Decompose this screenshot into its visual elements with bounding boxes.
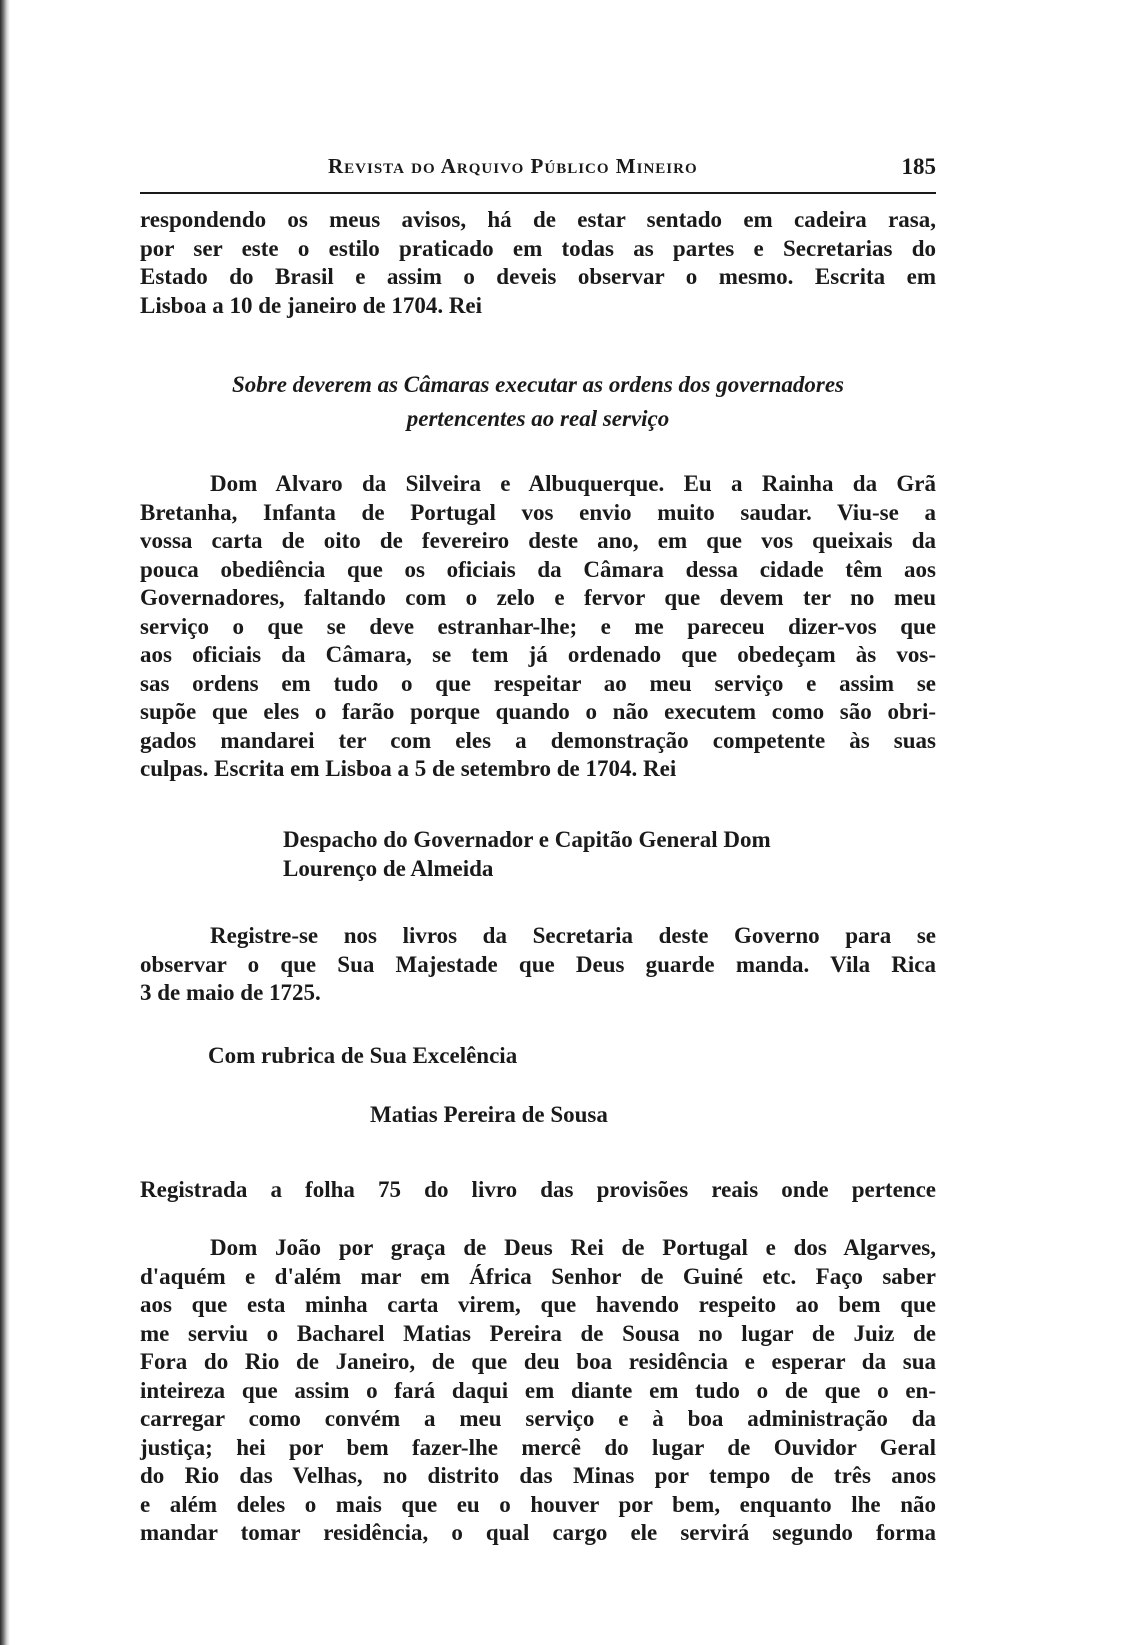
rubrica-line xyxy=(208,1042,708,1071)
text-line: Bretanha, Infanta de Portugal vos envio muito saudar. Viu-se a xyxy=(140,499,936,525)
text-line: respondendo os meus avisos, há de estar sentado em cadeira rasa, xyxy=(140,207,936,232)
text-line: Registre-se nos livros da Secretaria deste Governo para se xyxy=(210,923,936,948)
text-line: pouca obediência que os oficiais da Câmara dessa cidade têm aos xyxy=(140,556,936,582)
text-line: Lourenço de Almeida xyxy=(283,855,494,881)
text-line: supõe que eles o farão porque quando o não executem como são obri- xyxy=(140,699,936,724)
signature-line xyxy=(370,1101,770,1130)
text-line: sas ordens em tudo o que respeitar ao meu serviço e assim se xyxy=(140,670,936,696)
text-line: inteireza que assim o fará daqui em diante em tudo o de que o en- xyxy=(140,1377,936,1403)
text-line: Estado do Brasil e assim o deveis observar o mesmo. Escrita em xyxy=(140,264,936,289)
royal-letter-paragraph xyxy=(140,470,936,784)
text-line: vossa carta de oito de fevereiro deste ano, em que vos queixais da xyxy=(140,528,936,553)
page-number: 185 xyxy=(901,154,936,179)
text-line: Dom Alvaro da Silveira e Albuquerque. Eu a Rainha da Grã xyxy=(210,471,936,496)
text-line: Despacho do Governador e Capitão General Dom xyxy=(283,827,771,852)
text-line: Registrada a folha 75 do livro das provisões reais onde pertence xyxy=(140,1177,936,1202)
royal-provision-paragraph xyxy=(140,1234,936,1548)
text-line: d'aquém e d'além mar em África Senhor de Guiné etc. Faço saber xyxy=(140,1263,936,1289)
heading-line: Sobre deverem as Câmaras executar as ordens dos governadores xyxy=(231,372,845,397)
section-heading xyxy=(140,368,936,436)
registration-note xyxy=(140,1176,936,1205)
running-header xyxy=(140,146,936,194)
text-line: Dom João por graça de Deus Rei de Portugal e dos Algarves, xyxy=(210,1235,936,1260)
text-line: gados mandarei ter com eles a demonstração competente às suas xyxy=(140,727,936,753)
text-line: aos que esta minha carta virem, que havendo respeito ao bem que xyxy=(140,1292,936,1317)
text-line: Matias Pereira de Sousa xyxy=(370,1102,608,1127)
text-line: Lisboa a 10 de janeiro de 1704. Rei xyxy=(140,292,483,318)
scan-edge-shadow xyxy=(0,0,10,1645)
text-line: mandar tomar residência, o qual cargo ele servirá segundo forma xyxy=(140,1520,936,1545)
despacho-paragraph xyxy=(140,922,936,1008)
text-line: Governadores, faltando com o zelo e fervor que devem ter no meu xyxy=(140,585,936,610)
text-line: culpas. Escrita em Lisboa a 5 de setembro de 1704. Rei xyxy=(140,756,677,781)
text-line: Com rubrica de Sua Excelência xyxy=(208,1043,518,1068)
text-line: observar o que Sua Majestade que Deus guarde manda. Vila Rica xyxy=(140,951,936,977)
journal-title: Revista do Arquivo Público Mineiro xyxy=(328,154,698,178)
text-line: 3 de maio de 1725. xyxy=(140,980,321,1005)
text-line: justiça; hei por bem fazer-lhe mercê do lugar de Ouvidor Geral xyxy=(140,1434,936,1460)
text-line: Fora do Rio de Janeiro, de que deu boa residência e esperar da sua xyxy=(140,1349,936,1374)
text-line: e além deles o mais que eu o houver por bem, enquanto lhe não xyxy=(140,1491,936,1517)
text-line: me serviu o Bacharel Matias Pereira de Sousa no lugar de Juiz de xyxy=(140,1320,936,1346)
text-line: aos oficiais da Câmara, se tem já ordenado que obedeçam às vos- xyxy=(140,642,936,667)
despacho-heading xyxy=(283,826,883,883)
paragraph-continuation xyxy=(140,206,936,320)
text-line: carregar como convém a meu serviço e à boa administração da xyxy=(140,1406,936,1431)
heading-line: pertencentes ao real serviço xyxy=(406,406,670,431)
text-line: do Rio das Velhas, no distrito das Minas por tempo de três anos xyxy=(140,1463,936,1488)
text-line: por ser este o estilo praticado em todas as partes e Secretarias do xyxy=(140,235,936,261)
text-line: serviço o que se deve estranhar-lhe; e me pareceu dizer-vos que xyxy=(140,613,936,639)
